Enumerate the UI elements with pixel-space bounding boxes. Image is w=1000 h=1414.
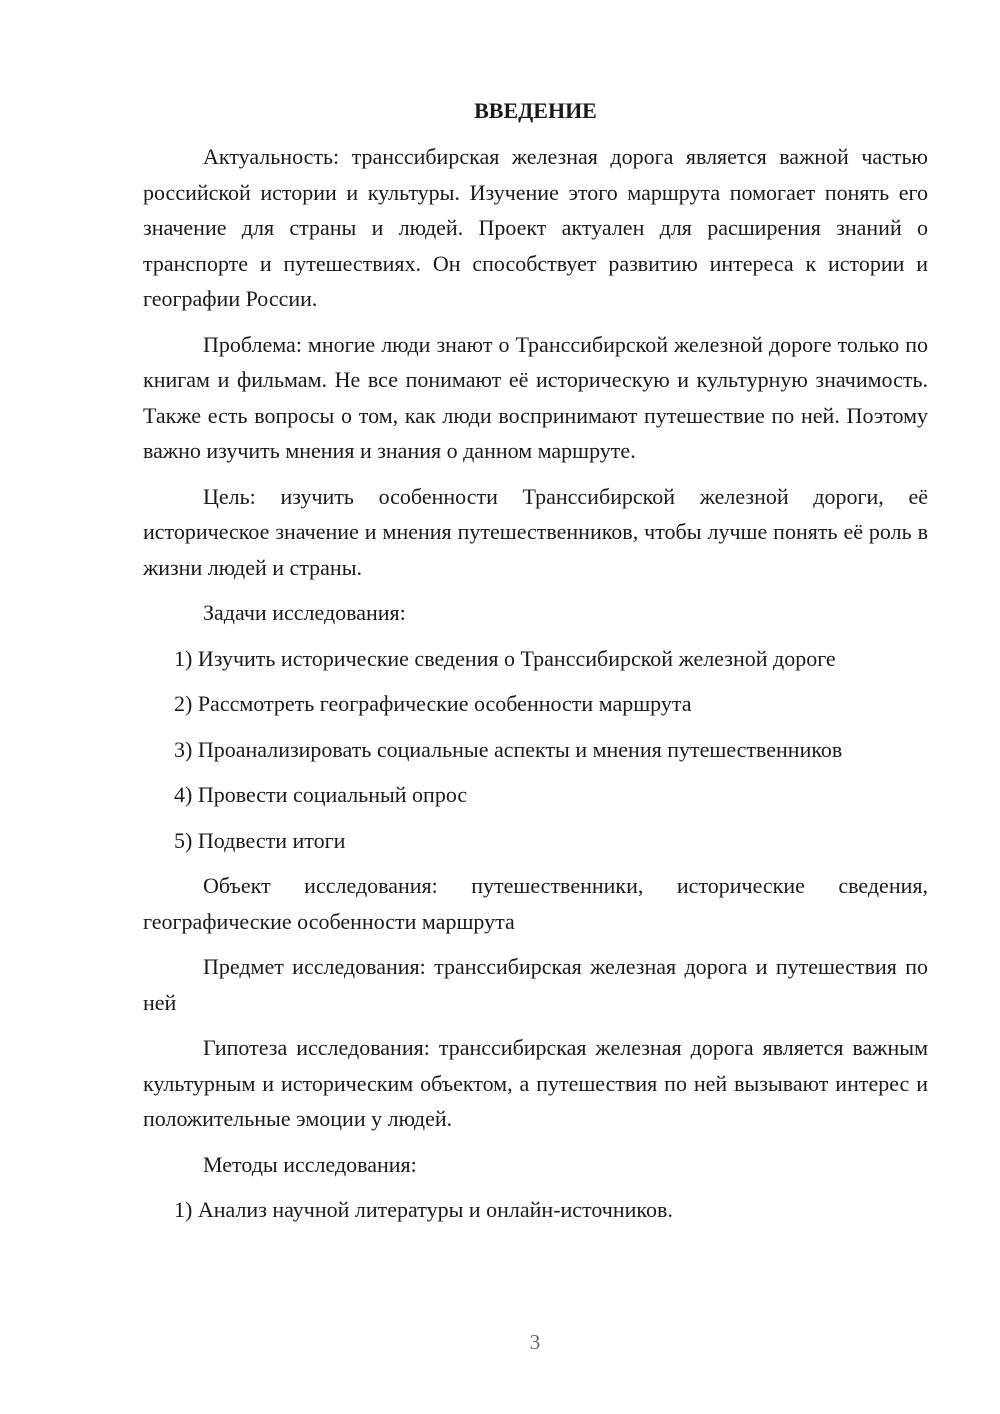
subject-paragraph: Предмет исследования: транссибирская железная дорога и путешествия по ней [143,954,928,1015]
section-title: ВВЕДЕНИЕ [474,98,597,123]
page-content [143,96,928,1228]
task-item: 2) Рассмотреть географические особенности маршрута [174,691,692,716]
task-item: 1) Изучить исторические сведения о Транссибирской железной дороге [174,645,836,671]
task-item: 4) Провести социальный опрос [174,782,468,807]
task-item: 3) Проанализировать социальные аспекты и мнения путешественников [174,736,843,762]
method-item: 1) Анализ научной литературы и онлайн-источников. [174,1197,673,1222]
object-paragraph: Объект исследования: путешественники, исторические сведения, географические особенности маршрута [143,873,928,934]
methods-list [143,1192,928,1228]
problem-paragraph: Проблема: многие люди знают о Транссибирской железной дороге только по книгам и фильмам. Не все понимают её историческую и культурную значимость. Также есть вопросы о том, как люди воспринимают путешествие по ней. Поэтому важно изучить мнения и знания о данном маршруте. [143,331,928,463]
tasks-heading: Задачи исследования: [203,600,406,625]
goal-paragraph: Цель: изучить особенности Транссибирской железной дороги, её историческое значение и мнения путешественников, чтобы лучше понять её роль в жизни людей и страны. [143,483,928,580]
relevance-paragraph: Актуальность: транссибирская железная дорога является важной частью российской истории и культуры. Изучение этого маршрута помогает понять его значение для страны и людей. Проект актуален для расширения знаний о транспорте и путешествиях. Он способствует развитию интереса к истории и географии России. [143,144,928,311]
page-number: 3 [529,1330,541,1354]
methods-heading: Методы исследования: [203,1151,417,1177]
task-item: 5) Подвести итоги [174,827,346,853]
tasks-list [143,641,928,859]
hypothesis-paragraph: Гипотеза исследования: транссибирская железная дорога является важным культурным и историческим объектом, а путешествия по ней вызывают интерес и положительные эмоции у людей. [143,1035,928,1131]
